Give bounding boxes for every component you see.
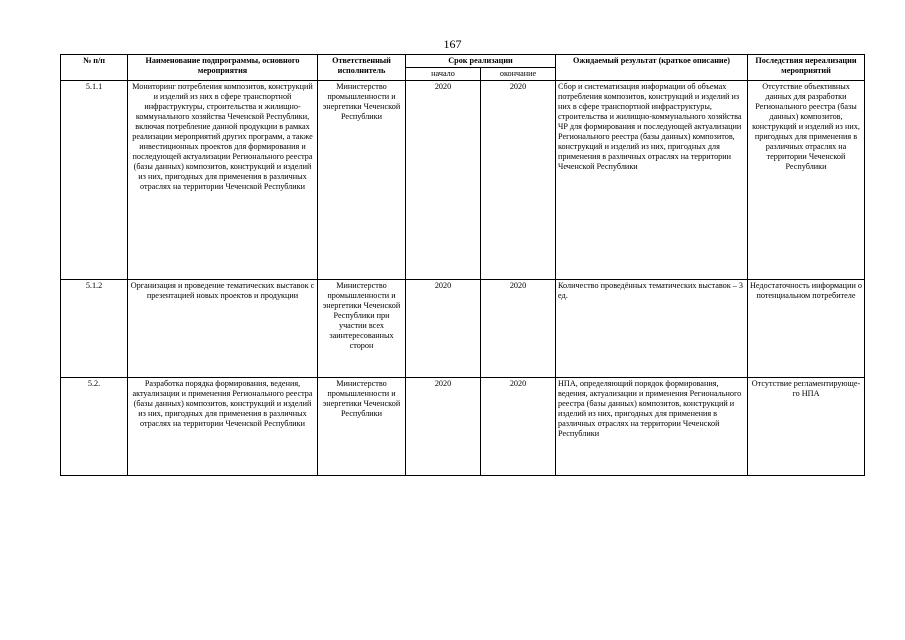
table-row xyxy=(61,81,865,280)
cell-name: Организация и проведение тематических выставок с презентацией новых проектов и продукции xyxy=(128,280,318,378)
cell-num: 5.1.2 xyxy=(61,280,128,378)
cell-start: 2020 xyxy=(406,378,481,476)
cell-end: 2020 xyxy=(481,378,556,476)
cell-start: 2020 xyxy=(406,81,481,280)
cell-name: Мониторинг потребления композитов, конструкций и изделий из них в сфере транспортной инфраструктуры, строительства и жилищно-коммунального хозяйства Чеченской Республики, включая потребление данной продукции в рамках реализации мероприятий других программ, а также инвестиционных проектов для формирования и последующей актуализации Регионального реестра (базы данных) композитов, конструкций и изделий из них, пригодных для применения в различных отраслях на территории Чеченской Республики xyxy=(128,81,318,280)
header-start: начало xyxy=(406,68,481,81)
header-responsible: Ответственный исполнитель xyxy=(318,55,406,81)
table-row xyxy=(61,378,865,476)
cell-responsible: Министерство промышленности и энергетики Чеченской Республики xyxy=(318,378,406,476)
cell-result: Сбор и систематизация информации об объемах потребления композитов, конструкций и изделий из них в сфере транспортной инфраструктуры, строительства и жилищно-коммунального хозяйства ЧР для формирования и последующей актуализации Регионального реестра (базы данных) композитов, конструкций и изделий из них, пригодных для применения в различных отраслях на территории Чеченской Республики xyxy=(556,81,748,280)
cell-consequences: Недостаточность информации о потенциальном потребителе xyxy=(748,280,865,378)
table-row xyxy=(61,280,865,378)
header-consequences: Последствия нереализации мероприятий xyxy=(748,55,865,81)
cell-num: 5.1.1 xyxy=(61,81,128,280)
header-name: Наименование подпрограммы, основного мероприятия xyxy=(128,55,318,81)
cell-consequences: Отсутствие регламентирующе-го НПА xyxy=(748,378,865,476)
cell-name: Разработка порядка формирования, ведения, актуализации и применения Регионального реестра (базы данных) композитов, конструкций и изделий из них, пригодных для применения в различных отраслях на территории Чеченской Республики xyxy=(128,378,318,476)
page-number: 167 xyxy=(443,37,462,51)
program-table xyxy=(60,54,865,476)
cell-end: 2020 xyxy=(481,280,556,378)
cell-num: 5.2. xyxy=(61,378,128,476)
header-period: Срок реализации xyxy=(406,55,556,68)
cell-start: 2020 xyxy=(406,280,481,378)
header-result: Ожидаемый результат (краткое описание) xyxy=(556,55,748,81)
header-row xyxy=(61,55,865,68)
header-num: № п/п xyxy=(61,55,128,81)
cell-responsible: Министерство промышленности и энергетики Чеченской Республики при участии всех заинтересованных сторон xyxy=(318,280,406,378)
cell-end: 2020 xyxy=(481,81,556,280)
header-end: окончание xyxy=(481,68,556,81)
cell-consequences: Отсутствие объективных данных для разработки Регионального реестра (базы данных) композитов, конструкций и изделий из них, пригодных для применения в различных отраслях на территории Чеченской Республики xyxy=(748,81,865,280)
cell-result: НПА, определяющий порядок формирования, ведения, актуализации и применения Регионального реестра (базы данных) композитов, конструкций и изделий из них, пригодных для применения в различных отраслях на территории Чеченской Республики xyxy=(556,378,748,476)
cell-result: Количество проведённых тематических выставок – 3 ед. xyxy=(556,280,748,378)
cell-responsible: Министерство промышленности и энергетики Чеченской Республики xyxy=(318,81,406,280)
